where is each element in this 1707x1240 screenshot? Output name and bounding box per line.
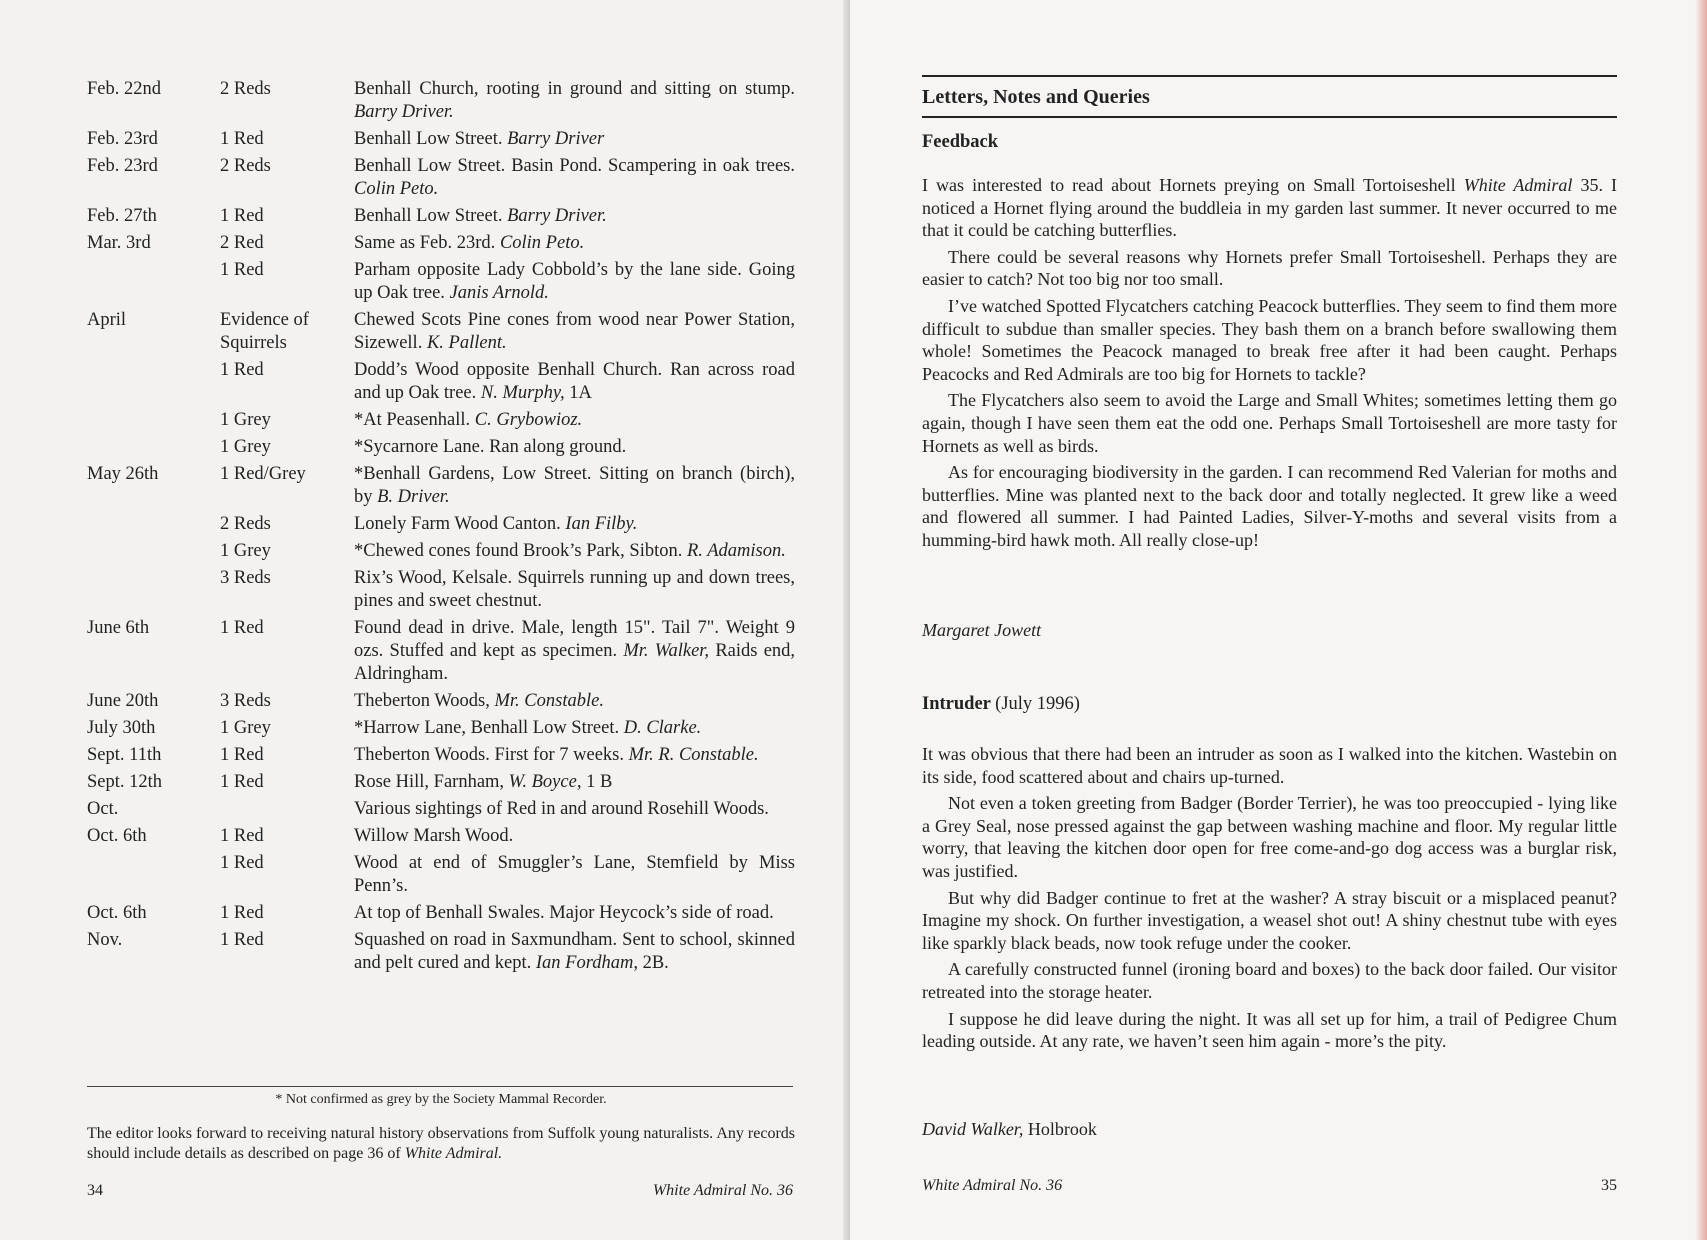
table-row bbox=[87, 540, 795, 563]
sighting-text: Squashed on road in Saxmundham. Sent to school, skinned and pelt cured and kept. bbox=[354, 930, 795, 973]
sighting-date: July 30th bbox=[87, 718, 156, 738]
table-row bbox=[87, 259, 795, 305]
table-row bbox=[87, 852, 795, 898]
feedback-paragraph: The Flycatchers also seem to avoid the Large and Small Whites; sometimes letting them go again, though I have seen them eat the odd one. Perhaps Small Tortoiseshell are more tasty for Hornets as well as birds. bbox=[922, 390, 1617, 456]
sighting-count: 1 Grey bbox=[220, 410, 271, 430]
sighting-date bbox=[87, 540, 220, 563]
table-row bbox=[87, 309, 795, 355]
sighting-suffix: 2B. bbox=[642, 953, 669, 973]
table-row bbox=[87, 205, 795, 228]
intruder-title: Intruder bbox=[922, 694, 991, 714]
sighting-text: *Sycarnore Lane. Ran along ground. bbox=[354, 437, 627, 457]
sighting-description bbox=[354, 567, 795, 613]
sighting-text: Parham opposite Lady Cobbold’s by the lane side. Going up Oak tree. bbox=[354, 260, 795, 303]
sighting-date bbox=[87, 567, 220, 613]
sighting-count: Evidence of Squirrels bbox=[220, 310, 309, 353]
sighting-description bbox=[354, 436, 795, 459]
sighting-date: Feb. 23rd bbox=[87, 156, 158, 176]
sighting-text: At top of Benhall Swales. Major Heycock’s side of road. bbox=[354, 903, 774, 923]
intruder-paragraph: Not even a token greeting from Badger (Border Terrier), he was too preoccupied - lying like a Grey Seal, nose pressed against the gap between washing machine and floor. My regular little worry, that leaving the kitchen door open for free come-and-go dog access was a burglar risk, was justified. bbox=[922, 793, 1617, 881]
sighting-date bbox=[87, 436, 220, 459]
sighting-date: Feb. 22nd bbox=[87, 79, 161, 99]
sighting-description bbox=[354, 128, 795, 151]
sighting-text: Benhall Low Street. bbox=[354, 129, 503, 149]
sighting-observer: Colin Peto. bbox=[499, 233, 585, 253]
sighting-date bbox=[87, 852, 220, 898]
table-row bbox=[87, 436, 795, 459]
sighting-observer: Ian Fordham, bbox=[535, 953, 638, 973]
sighting-description bbox=[354, 205, 795, 228]
sighting-count: 1 Red bbox=[220, 745, 264, 765]
sighting-count: 1 Grey bbox=[220, 541, 271, 561]
sighting-text: Same as Feb. 23rd. bbox=[354, 233, 496, 253]
sighting-observer: Janis Arnold. bbox=[449, 283, 549, 303]
table-row bbox=[87, 690, 795, 713]
right-page bbox=[850, 0, 1707, 1240]
title-rule bbox=[922, 116, 1617, 118]
text-span: 35. I noticed a Hornet flying around the buddleia in my garden last summer. It never occurred to me that it could be catching butterflies. bbox=[922, 175, 1618, 241]
intruder-heading bbox=[922, 694, 1080, 715]
sighting-observer: D. Clarke. bbox=[623, 718, 702, 738]
sighting-count: 1 Red/Grey bbox=[220, 464, 306, 484]
table-row bbox=[87, 771, 795, 794]
sighting-count: 1 Red bbox=[220, 206, 264, 226]
feedback-heading: Feedback bbox=[922, 132, 999, 152]
sighting-description bbox=[354, 744, 795, 767]
sighting-observer: Mr. Constable. bbox=[494, 691, 604, 711]
sighting-text: Found dead in drive. Male, length 15". Tail 7". Weight 9 ozs. Stuffed and kept as specimen. bbox=[354, 618, 795, 661]
top-rule bbox=[922, 75, 1617, 77]
sighting-description bbox=[354, 232, 795, 255]
section-title: Letters, Notes and Queries bbox=[922, 86, 1150, 108]
sighting-observer: C. Grybowioz. bbox=[474, 410, 583, 430]
sighting-count: 1 Red bbox=[220, 618, 264, 638]
intruder-body bbox=[922, 743, 1617, 1057]
table-row bbox=[87, 717, 795, 740]
sighting-count: 1 Red bbox=[220, 903, 264, 923]
sighting-count: 2 Red bbox=[220, 233, 264, 253]
feedback-signature bbox=[922, 620, 1041, 641]
sighting-observer: N. Murphy, bbox=[480, 383, 565, 403]
sighting-observer: Ian Filby. bbox=[565, 514, 638, 534]
table-row bbox=[87, 902, 795, 925]
sighting-description bbox=[354, 409, 795, 432]
signature-place: Holbrook bbox=[1027, 1119, 1097, 1139]
sighting-observer: B. Driver. bbox=[377, 487, 450, 507]
sighting-observer: Colin Peto. bbox=[354, 179, 439, 199]
signature-name: David Walker, bbox=[922, 1119, 1024, 1139]
editor-note bbox=[87, 1124, 795, 1164]
sighting-count: 1 Red bbox=[220, 260, 264, 280]
sighting-description bbox=[354, 78, 795, 124]
running-footer-right: White Admiral No. 36 bbox=[922, 1177, 1063, 1194]
sighting-description bbox=[354, 690, 795, 713]
table-row bbox=[87, 567, 795, 613]
italic-span: White Admiral bbox=[1463, 175, 1573, 195]
sighting-text: Dodd’s Wood opposite Benhall Church. Ran across road and up Oak tree. bbox=[354, 360, 795, 403]
table-row bbox=[87, 128, 795, 151]
table-row bbox=[87, 744, 795, 767]
page-number-left: 34 bbox=[87, 1182, 103, 1199]
sighting-date: Oct. 6th bbox=[87, 903, 147, 923]
sighting-date: April bbox=[87, 310, 127, 330]
sighting-observer: K. Pallent. bbox=[426, 333, 507, 353]
intruder-date: (July 1996) bbox=[995, 694, 1080, 714]
sighting-count: 1 Red bbox=[220, 129, 264, 149]
sighting-count: 3 Reds bbox=[220, 691, 271, 711]
sighting-observer: Mr. R. Constable. bbox=[628, 745, 759, 765]
table-row bbox=[87, 409, 795, 432]
sighting-count: 1 Red bbox=[220, 853, 264, 873]
sighting-description bbox=[354, 259, 795, 305]
sighting-description bbox=[354, 513, 795, 536]
sighting-text: Chewed Scots Pine cones from wood near Power Station, Sizewell. bbox=[354, 310, 795, 353]
sightings-table bbox=[87, 78, 795, 979]
left-page bbox=[0, 0, 850, 1240]
sighting-count: 1 Red bbox=[220, 772, 264, 792]
table-row bbox=[87, 513, 795, 536]
intruder-paragraph: A carefully constructed funnel (ironing board and boxes) to the back door failed. Our visitor retreated into the storage heater. bbox=[922, 959, 1617, 1002]
feedback-paragraph: There could be several reasons why Hornets prefer Small Tortoiseshell. Perhaps they are easier to catch? Not too big nor too small. bbox=[922, 246, 1617, 290]
feedback-paragraph: I’ve watched Spotted Flycatchers catching Peacock butterflies. They seem to find them more difficult to subdue than smaller species. They bash them on a branch before swallowing them whole! Sometimes the Peacock managed to break free after it had been caught. Perhaps Peacocks and Red Admirals are too big for Hornets to tackle? bbox=[922, 295, 1617, 384]
sighting-date bbox=[87, 513, 220, 536]
sighting-date: Oct. 6th bbox=[87, 826, 147, 846]
table-row bbox=[87, 825, 795, 848]
table-row bbox=[87, 155, 795, 201]
sighting-description bbox=[354, 798, 795, 821]
sighting-text: Benhall Low Street. bbox=[354, 206, 503, 226]
sighting-description bbox=[354, 825, 795, 848]
sighting-observer: Barry Driver. bbox=[507, 206, 607, 226]
page-edge bbox=[1695, 0, 1707, 1240]
feedback-paragraph bbox=[922, 174, 1617, 242]
feedback-body bbox=[922, 174, 1617, 556]
sighting-text: Wood at end of Smuggler’s Lane, Stemfield by Miss Penn’s. bbox=[354, 853, 795, 896]
intruder-paragraph: I suppose he did leave during the night. It was all set up for him, a trail of Pedigree Chum leading outside. At any rate, we haven’t seen him again - more’s the pity. bbox=[922, 1008, 1617, 1052]
sighting-text: Various sightings of Red in and around Rosehill Woods. bbox=[354, 799, 769, 819]
sighting-date: June 20th bbox=[87, 691, 159, 711]
sighting-count: 1 Red bbox=[220, 826, 264, 846]
intruder-paragraph: It was obvious that there had been an intruder as soon as I walked into the kitchen. Wastebin on its side, food scattered about and chairs up-turned. bbox=[922, 744, 1617, 787]
editor-note-italic: White Admiral. bbox=[404, 1145, 503, 1162]
sighting-date: Sept. 11th bbox=[87, 745, 162, 765]
sighting-description bbox=[354, 617, 795, 686]
sighting-observer: Barry Driver bbox=[507, 129, 605, 149]
sighting-text: *At Peasenhall. bbox=[354, 410, 471, 430]
sighting-count: 2 Reds bbox=[220, 79, 271, 99]
sighting-count: 2 Reds bbox=[220, 156, 271, 176]
table-row bbox=[87, 617, 795, 686]
sighting-text: Rix’s Wood, Kelsale. Squirrels running up and down trees, pines and sweet chestnut. bbox=[354, 568, 795, 611]
sighting-description bbox=[354, 902, 795, 925]
sighting-date: Feb. 23rd bbox=[87, 129, 158, 149]
sighting-date bbox=[87, 359, 220, 405]
sighting-description bbox=[354, 155, 795, 201]
sighting-suffix: Raids end, Aldringham. bbox=[354, 641, 796, 684]
page-number-right: 35 bbox=[1601, 1177, 1617, 1194]
sighting-text: Theberton Woods, bbox=[354, 691, 490, 711]
sighting-count bbox=[220, 798, 354, 821]
sighting-text: Rose Hill, Farnham, bbox=[354, 772, 505, 792]
divider-line bbox=[87, 1086, 793, 1087]
sighting-text: Benhall Church, rooting in ground and sitting on stump. bbox=[354, 79, 795, 99]
sighting-description bbox=[354, 929, 795, 975]
sighting-text: *Harrow Lane, Benhall Low Street. bbox=[354, 718, 620, 738]
sighting-description bbox=[354, 359, 795, 405]
sighting-description bbox=[354, 540, 795, 563]
running-footer-left: White Admiral No. 36 bbox=[652, 1182, 793, 1199]
text-span: I was interested to read about Hornets preying on Small Tortoiseshell bbox=[922, 175, 1456, 195]
sighting-text: Theberton Woods. First for 7 weeks. bbox=[354, 745, 624, 765]
sighting-text: *Benhall Gardens, Low Street. Sitting on branch (birch), by bbox=[354, 464, 795, 507]
sighting-text: *Chewed cones found Brook’s Park, Sibton. bbox=[354, 541, 683, 561]
table-row bbox=[87, 798, 795, 821]
sighting-date: June 6th bbox=[87, 618, 150, 638]
sighting-description bbox=[354, 771, 795, 794]
sighting-count: 1 Grey bbox=[220, 437, 271, 457]
sighting-count: 1 Red bbox=[220, 930, 264, 950]
sighting-date: Nov. bbox=[87, 930, 123, 950]
sighting-date bbox=[87, 259, 220, 305]
sighting-description bbox=[354, 463, 795, 509]
editor-note-text: The editor looks forward to receiving natural history observations from Suffolk young naturalists. Any records should include details as described on page 36 of bbox=[87, 1125, 795, 1162]
sighting-text: Lonely Farm Wood Canton. bbox=[354, 514, 561, 534]
sighting-observer: R. Adamison. bbox=[686, 541, 786, 561]
sighting-count: 3 Reds bbox=[220, 568, 271, 588]
sighting-date bbox=[87, 409, 220, 432]
sighting-description bbox=[354, 717, 795, 740]
sighting-date: Sept. 12th bbox=[87, 772, 163, 792]
signature-name: Margaret Jowett bbox=[922, 620, 1042, 640]
sighting-count: 2 Reds bbox=[220, 514, 271, 534]
sighting-description bbox=[354, 852, 795, 898]
sighting-count: 1 Grey bbox=[220, 718, 271, 738]
table-row bbox=[87, 78, 795, 124]
sighting-date: Oct. bbox=[87, 799, 119, 819]
sighting-description bbox=[354, 309, 795, 355]
table-row bbox=[87, 359, 795, 405]
sighting-observer: Barry Driver. bbox=[354, 102, 454, 122]
sighting-date: May 26th bbox=[87, 464, 159, 484]
intruder-paragraph: But why did Badger continue to fret at the washer? A stray biscuit or a misplaced peanut? Imagine my shock. On further investigation, a weasel shot out! A shiny chestnut tube with eyes like sparkly black beads, now took refuge under the cooker. bbox=[922, 887, 1617, 953]
sighting-suffix: 1 B bbox=[586, 772, 613, 792]
intruder-signature bbox=[922, 1119, 1097, 1140]
sighting-date: Feb. 27th bbox=[87, 206, 157, 226]
sighting-observer: W. Boyce, bbox=[508, 772, 582, 792]
sighting-text: Benhall Low Street. Basin Pond. Scampering in oak trees. bbox=[354, 156, 795, 176]
sighting-observer: Mr. Walker, bbox=[623, 641, 710, 661]
table-row bbox=[87, 232, 795, 255]
table-row bbox=[87, 929, 795, 975]
footnote: * Not confirmed as grey by the Society Mammal Recorder. bbox=[275, 1092, 607, 1107]
table-row bbox=[87, 463, 795, 509]
sighting-date: Mar. 3rd bbox=[87, 233, 151, 253]
sighting-count: 1 Red bbox=[220, 360, 264, 380]
feedback-paragraph: As for encouraging biodiversity in the garden. I can recommend Red Valerian for moths and butterflies. Mine was planted next to the back door and totally neglected. It grew like a weed and flowered all summer. I had Painted Ladies, Silver-Y-moths and several visits from a humming-bird hawk moth. All really close-up! bbox=[922, 462, 1617, 550]
sighting-text: Willow Marsh Wood. bbox=[354, 826, 514, 846]
sighting-suffix: 1A bbox=[569, 383, 592, 403]
